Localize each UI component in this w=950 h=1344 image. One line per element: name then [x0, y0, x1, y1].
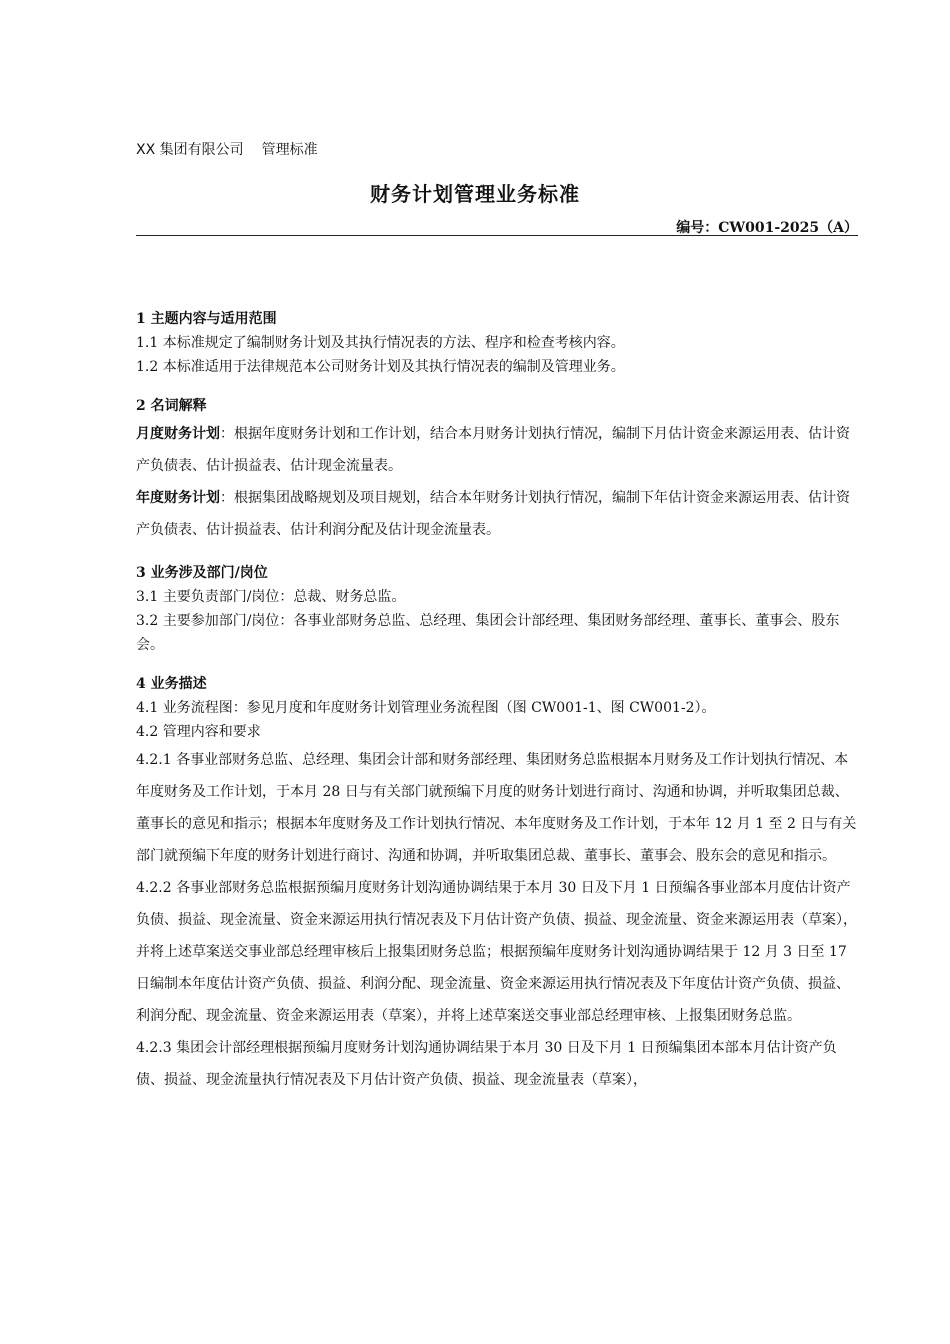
section-4 [136, 672, 862, 1096]
section-2 [136, 394, 862, 546]
paragraph: 1.1 本标准规定了编制财务计划及其执行情况表的方法、程序和检查考核内容。 [136, 335, 625, 351]
document-title: 财务计划管理业务标准 [370, 182, 580, 206]
definition-monthly [136, 418, 862, 482]
definition-annual [136, 482, 862, 546]
term-definition: ：根据集团战略规划及项目规划，结合本年财务计划执行情况，编制下年估计资金来源运用表、估计资产负债表、估计损益表、估计利润分配及估计现金流量表。 [136, 490, 850, 538]
paragraph: 3.2 主要参加部门/岗位：各事业部财务总监、总经理、集团会计部经理、集团财务部经理、董事长、董事会、股东会。 [136, 613, 840, 653]
paragraph: 4.1 业务流程图：参见月度和年度财务计划管理业务流程图（图 CW001-1、图 CW001-2）。 [136, 700, 716, 716]
paragraph: 4.2.1 各事业部财务总监、总经理、集团会计部和财务部经理、集团财务总监根据本月财务及工作计划执行情况、本年度财务及工作计划，于本月 28 日与有关部门就预编下月度的财务计划进行商讨、沟通和协调，并听取集团总裁、董事长的意见和指示；根据本年度财务及工作计划执行情况、本年度财务及工作计划，于本年 12 月 1 至 2 日与有关部门就预编下年度的财务计划进行商讨、沟通和协调，并听取集团总裁、董事长、董事会、股东会的意见和指示。 [136, 752, 857, 864]
section-heading: 3 业务涉及部门/岗位 [136, 565, 268, 581]
paragraph: 4.2 管理内容和要求 [136, 724, 261, 740]
section-heading: 1 主题内容与适用范围 [136, 311, 277, 327]
standard-category: 管理标准 [261, 142, 318, 158]
paragraph: 1.2 本标准适用于法律规范本公司财务计划及其执行情况表的编制及管理业务。 [136, 359, 625, 375]
document-body [136, 307, 862, 1096]
section-3 [136, 561, 862, 657]
term-definition: ：根据年度财务计划和工作计划，结合本月财务计划执行情况，编制下月估计资金来源运用表、估计资产负债表、估计损益表、估计现金流量表。 [136, 426, 850, 474]
paragraph: 4.2.2 各事业部财务总监根据预编月度财务计划沟通协调结果于本月 30 日及下月 1 日预编各事业部本月度估计资产负债、损益、现金流量、资金来源运用执行情况表及下月估计资产负债、损益、现金流量、资金来源运用表（草案），并将上述草案送交事业部总经理审核后上报集团财务总监；根据预编年度财务计划沟通协调结果于 12 月 3 日至 17 日编制本年度估计资产负债、损益、利润分配、现金流量、资金来源运用执行情况表及下年度估计资产负债、损益、利润分配、现金流量、资金来源运用表（草案），并将上述草案送交事业部总经理审核、上报集团财务总监。 [136, 880, 857, 1024]
paragraph: 3.1 主要负责部门/岗位：总裁、财务总监。 [136, 589, 406, 605]
paragraph: 4.2.3 集团会计部经理根据预编月度财务计划沟通协调结果于本月 30 日及下月 1 日预编集团本部本月估计资产负债、损益、现金流量执行情况表及下月估计资产负债、损益、现金流量表（草案）， [136, 1040, 837, 1088]
term-label: 年度财务计划 [136, 490, 220, 506]
section-heading: 4 业务描述 [136, 676, 207, 692]
section-1 [136, 307, 862, 379]
term-label: 月度财务计划 [136, 426, 220, 442]
header-rule [136, 235, 858, 236]
company-name: XX 集团有限公司 [136, 142, 244, 158]
section-heading: 2 名词解释 [136, 398, 207, 414]
document-header [136, 139, 318, 159]
document-code: 编号：CW001-2025（A） [676, 220, 858, 236]
